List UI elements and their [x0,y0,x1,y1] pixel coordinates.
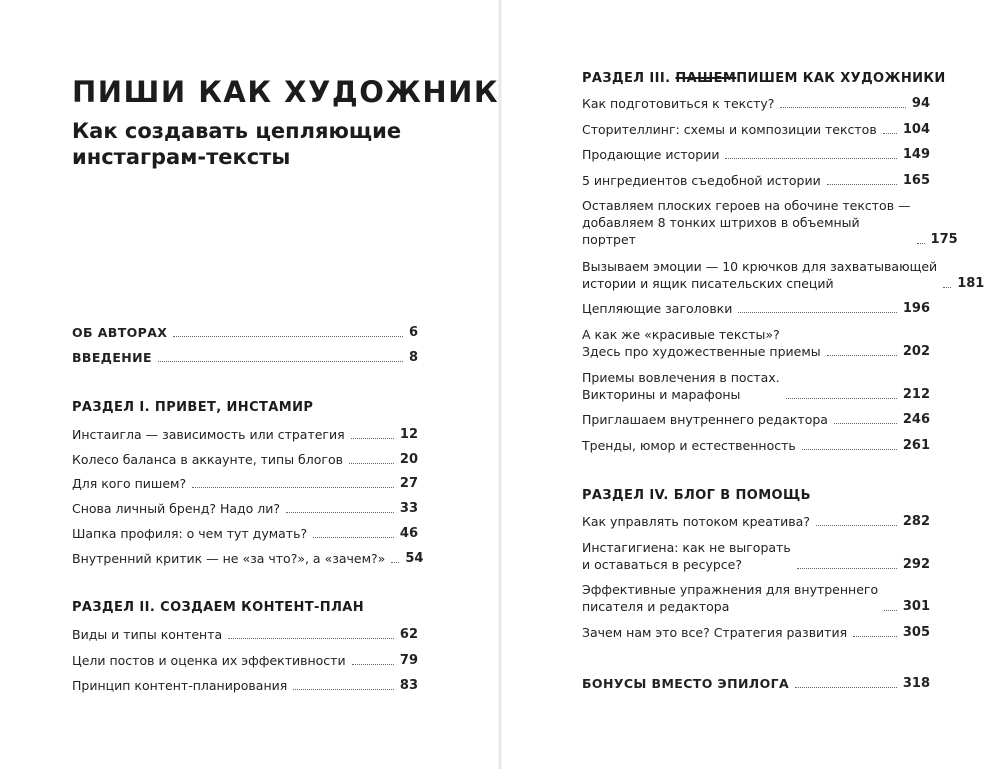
toc-leader-dots [349,463,394,464]
toc-leader-dots [884,610,897,611]
toc-entry-title: Принцип контент-планирования [72,678,288,693]
toc-entry-title: Снова личный бренд? Надо ли? [72,501,281,516]
toc-entry-title-line: и оставаться в ресурсе? [582,557,742,572]
toc-entry-title: Виды и типы контента [72,627,223,642]
book-title: ПИШИ КАК ХУДОЖНИК [72,75,500,109]
toc-leader-dots [827,355,897,356]
toc-leader-dots [816,525,897,526]
toc-leader-dots [173,336,403,337]
toc-page-number: 305 [902,625,930,640]
toc-leader-dots [158,361,403,362]
book-subtitle [72,118,472,170]
toc-entry[interactable] [582,300,930,317]
toc-entry-title-line: Приемы вовлечения в постах. [582,370,780,385]
toc-entry[interactable] [582,539,930,573]
toc-page-number: 301 [902,599,930,614]
book-subtitle-line: Как создавать цепляющие [72,119,402,143]
toc-page-number: 181 [957,276,985,291]
toc-entry-title-line: Здесь про художественные приемы [582,344,821,359]
toc-page-number: 202 [902,344,930,359]
toc-page-number: 212 [902,387,930,402]
section-3-heading [582,70,946,87]
toc-page-number: 12 [399,427,418,442]
toc-page-number: 6 [408,325,418,340]
toc-entry-title: Зачем нам это все? Стратегия развития [582,625,848,640]
toc-page-number: 165 [902,173,930,188]
toc-leader-dots [192,487,394,488]
toc-entry[interactable] [72,500,418,517]
toc-entry-about-authors[interactable] [72,324,418,341]
toc-page-number: 79 [399,653,418,668]
toc-page-number: 33 [399,501,418,516]
toc-entry-title: Сторителлинг: схемы и композиции текстов [582,122,877,137]
toc-entry[interactable] [72,652,418,669]
toc-page-number: 246 [902,412,930,427]
toc-page-number: 62 [399,627,418,642]
toc-leader-dots [228,638,394,639]
toc-page-number: 104 [902,122,930,137]
toc-page-number: 149 [902,147,930,162]
toc-entry[interactable] [582,146,930,163]
toc-page-number: 282 [902,514,930,529]
section-1-heading: РАЗДЕЛ I. ПРИВЕТ, ИНСТАМИР [72,400,314,415]
toc-entry-title: Внутренний критик — не «за что?», а «зачем?» [72,551,386,566]
toc-entry-title-line: Эффективные упражнения для внутреннего [582,582,879,597]
toc-leader-dots [391,562,399,563]
toc-leader-dots [780,107,906,108]
toc-leader-dots [943,287,951,288]
toc-leader-dots [286,512,394,513]
toc-entry-title: Шапка профиля: о чем тут думать? [72,526,308,541]
section-3-heading-rest: ПИШЕМ КАК ХУДОЖНИКИ [736,71,946,86]
toc-entry[interactable] [582,437,930,454]
toc-entry-title: Как управлять потоком креатива? [582,514,810,529]
section-2-heading: РАЗДЕЛ II. СОЗДАЕМ КОНТЕНТ-ПЛАН [72,600,365,615]
toc-entry[interactable] [72,626,418,643]
toc-entry[interactable] [72,677,418,694]
toc-entry-title-line: портрет [582,232,636,247]
toc-leader-dots [351,438,394,439]
toc-entry[interactable] [582,369,930,403]
toc-leader-dots [293,689,394,690]
toc-entry-title: Цепляющие заголовки [582,301,733,316]
toc-entry-title-line: А как же «красивые тексты»? [582,327,780,342]
toc-entry-title-line: Оставляем плоских героев на обочине текстов — [582,198,911,213]
toc-entry[interactable] [582,581,930,615]
toc-entry-title-line: писателя и редактора [582,599,730,614]
toc-leader-dots [352,664,394,665]
toc-leader-dots [883,133,897,134]
toc-entry-title: Как подготовиться к тексту? [582,96,775,111]
toc-entry-title: ВВЕДЕНИЕ [72,350,152,365]
section-3-heading-struck-word: ПАШЕМ [675,71,737,86]
toc-page-number: 94 [911,96,930,111]
toc-page-number: 261 [902,438,930,453]
toc-entry-title-line: Вызываем эмоции — 10 крючков для захватывающей [582,259,938,274]
toc-entry[interactable] [582,197,958,248]
toc-entry-title-line: истории и ящик писательских специй [582,276,834,291]
toc-leader-dots [853,636,897,637]
toc-entry-title: Продающие истории [582,147,720,162]
toc-entry-title-line: Викторины и марафоны [582,387,741,402]
book-subtitle-line: инстаграм-тексты [72,145,291,169]
toc-page-number: 292 [902,557,930,572]
toc-page-number: 27 [399,476,418,491]
toc-entry-title-line: добавляем 8 тонких штрихов в объемный [582,215,860,230]
toc-entry[interactable] [72,451,418,468]
toc-entry[interactable] [72,426,418,443]
toc-leader-dots [834,423,897,424]
toc-page-number: 20 [399,452,418,467]
toc-entry-title: Для кого пишем? [72,476,187,491]
toc-entry[interactable] [582,95,930,112]
toc-entry-title: Приглашаем внутреннего редактора [582,412,828,427]
toc-entry[interactable] [582,326,930,360]
toc-page-number: 8 [408,350,418,365]
toc-entry-title: Цели постов и оценка их эффективности [72,653,346,668]
toc-leader-dots [827,184,897,185]
toc-page-number: 318 [902,676,930,691]
toc-entry[interactable] [582,624,930,641]
toc-entry-title-line: Инстагигиена: как не выгорать [582,540,791,555]
toc-leader-dots [725,158,896,159]
toc-entry-title: БОНУСЫ ВМЕСТО ЭПИЛОГА [582,676,790,691]
toc-entry-title: Инстаигла — зависимость или стратегия [72,427,345,442]
toc-page-number: 175 [930,232,958,247]
toc-entry-title: ОБ АВТОРАХ [72,325,168,340]
section-3-heading-prefix: РАЗДЕЛ III. [582,71,671,86]
toc-entry-introduction[interactable] [72,349,418,366]
toc-entry[interactable] [582,258,985,292]
toc-leader-dots [738,312,896,313]
toc-entry[interactable] [72,475,418,492]
section-4-heading: РАЗДЕЛ IV. БЛОГ В ПОМОЩЬ [582,488,811,503]
toc-entry[interactable] [582,411,930,428]
toc-page-number: 83 [399,678,418,693]
toc-entry-title: 5 ингредиентов съедобной истории [582,173,821,188]
toc-leader-dots [797,568,897,569]
toc-entry[interactable] [582,121,930,138]
toc-leader-dots [795,687,897,688]
toc-leader-dots [917,243,925,244]
toc-entry-title: Колесо баланса в аккаунте, типы блогов [72,452,343,467]
toc-leader-dots [786,398,897,399]
toc-page-number: 196 [902,301,930,316]
toc-entry[interactable] [582,513,930,530]
toc-leader-dots [313,537,394,538]
toc-page-number: 46 [399,526,418,541]
toc-entry-title: Тренды, юмор и естественность [582,438,796,453]
toc-entry[interactable] [72,525,418,542]
toc-entry[interactable] [72,550,424,567]
left-page [0,0,500,769]
toc-entry-bonus-epilogue[interactable] [582,675,930,692]
toc-entry[interactable] [582,172,930,189]
right-page [500,0,1001,769]
toc-page-number: 54 [405,551,424,566]
toc-leader-dots [802,449,897,450]
